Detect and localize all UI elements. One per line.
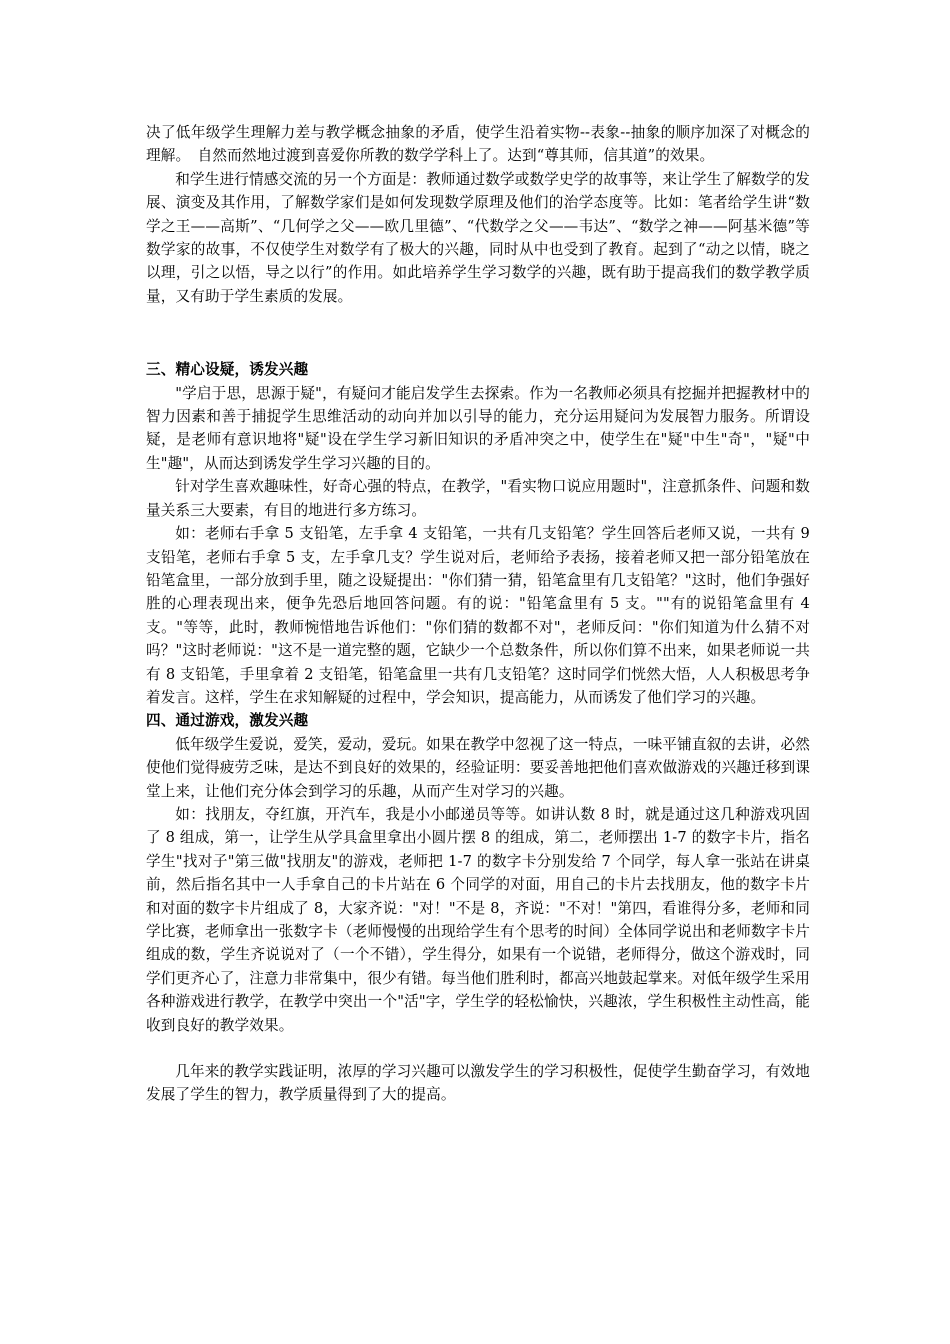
section-3-paragraph-3: 如：老师右手拿 5 支铅笔，左手拿 4 支铅笔，一共有几支铅笔？学生回答后老师又说，一共有 9 支铅笔，老师右手拿 5 支，左手拿几支？学生说对后，老师给予表扬，接着老师又把一部分铅笔放在铅笔盒里，一部分放到手里，随之设疑提出："你们猜一猜，铅笔盒里有几支铅笔？"这时，他们争强好胜的心理表现出来，便争先恐后地回答问题。有的说："铅笔盒里有 5 支。""有的说铅笔盒里有 4 支。"等等，此时，教师惋惜地告诉他们："你们猜的数都不对"，老师反问："你们知道为什么猜不对吗？"这时老师说："这不是一道完整的题，它缺少一个总数条件，所以你们算不出来，如果老师说一共有 8 支铅笔，手里拿着 2 支铅笔，铅笔盒里一共有几支铅笔？这时同学们恍然大悟，人人积极思考争着发言。这样，学生在求知解疑的过程中，学会知识，提高能力，从而诱发了他们学习的兴趣。 xyxy=(146,525,810,706)
section-4-paragraph-2: 如：找朋友，夺红旗，开汽车，我是小小邮递员等等。如讲认数 8 时，就是通过这几种游戏巩固了 8 组成，第一，让学生从学具盒里拿出小圆片摆 8 的组成，第二，老师摆出 1-7 的数字卡片，指名学生"找对子"第三做"找朋友"的游戏，老师把 1-7 的数字卡分别发给 7 个同学，每人拿一张站在讲桌前，然后指名其中一人手拿自己的卡片站在 6 个同学的对面，用自己的卡片去找朋友，他的数字卡片和对面的数字卡片组成了 8，大家齐说："对！"不是 8，齐说："不对！"第四，看谁得分多，老师和同学比赛，老师拿出一张数字卡（老师慢慢的出现给学生有个思考的时间）全体同学说出和老师数字卡片组成的数，学生齐说说对了（一个不错），学生得分，如果有一个说错，老师得分，做这个游戏时，同学们更齐心了，注意力非常集中，很少有错。每当他们胜利时，都高兴地鼓起掌来。对低年级学生采用各种游戏进行教学，在教学中突出一个"活"字，学生学的轻松愉快，兴趣浓，学生积极性主动性高，能收到良好的教学效果。 xyxy=(146,805,810,1034)
section-3-paragraph-2: 针对学生喜欢趣味性，好奇心强的特点，在教学，"看实物口说应用题时"，注意抓条件、问题和数量关系三大要素，有目的地进行多方练习。 xyxy=(146,478,810,519)
section-4-heading: 四、通过游戏，激发兴趣 xyxy=(146,712,309,730)
document-page xyxy=(146,121,810,1107)
section-spacer xyxy=(146,308,810,358)
intro-paragraph-continuation: 决了低年级学生理解力差与教学概念抽象的矛盾，使学生沿着实物--表象--抽象的顺序加深了对概念的理解。 自然而然地过渡到喜爱你所教的数学学科上了。达到“尊其师，信其道”的效果。 xyxy=(146,124,810,165)
conclusion-spacer xyxy=(146,1037,810,1060)
section-3-heading: 三、精心设疑，诱发兴趣 xyxy=(146,361,309,379)
section-3-paragraph-1: "学启于思，思源于疑"，有疑问才能启发学生去探索。作为一名教师必须具有挖掘并把握教材中的智力因素和善于捕捉学生思维活动的动向并加以引导的能力，充分运用疑问为发展智力服务。所谓设疑，是老师有意识地将"疑"设在学生学习新旧知识的矛盾冲突之中，使学生在"疑"中生"奇"，"疑"中生"趣"，从而达到诱发学生学习兴趣的目的。 xyxy=(146,384,810,472)
conclusion-paragraph: 几年来的教学实践证明，浓厚的学习兴趣可以激发学生的学习积极性，促使学生勤奋学习，有效地发展了学生的智力，教学质量得到了大的提高。 xyxy=(146,1063,810,1104)
section-4-paragraph-1: 低年级学生爱说，爱笑，爱动，爱玩。如果在教学中忽视了这一特点，一味平铺直叙的去讲，必然使他们觉得疲劳乏味，是达不到良好的效果的，经验证明：要妥善地把他们喜欢做游戏的兴趣迁移到课堂上来，让他们充分体会到学习的乐趣，从而产生对学习的兴趣。 xyxy=(146,735,810,800)
intro-paragraph-emotional-exchange: 和学生进行情感交流的另一个方面是：教师通过数学或数学史学的故事等，来让学生了解数学的发展、演变及其作用，了解数学家们是如何发现数学原理及他们的治学态度等。比如：笔者给学生讲“数学之王——高斯”、“几何学之父——欧几里德”、“代数学之父——韦达”、“数学之神——阿基米德”等数学家的故事，不仅使学生对数学有了极大的兴趣，同时从中也受到了教育。起到了“动之以情，晓之以理，引之以悟，导之以行”的作用。如此培养学生学习数学的兴趣，既有助于提高我们的数学教学质量，又有助于学生素质的发展。 xyxy=(146,170,810,305)
